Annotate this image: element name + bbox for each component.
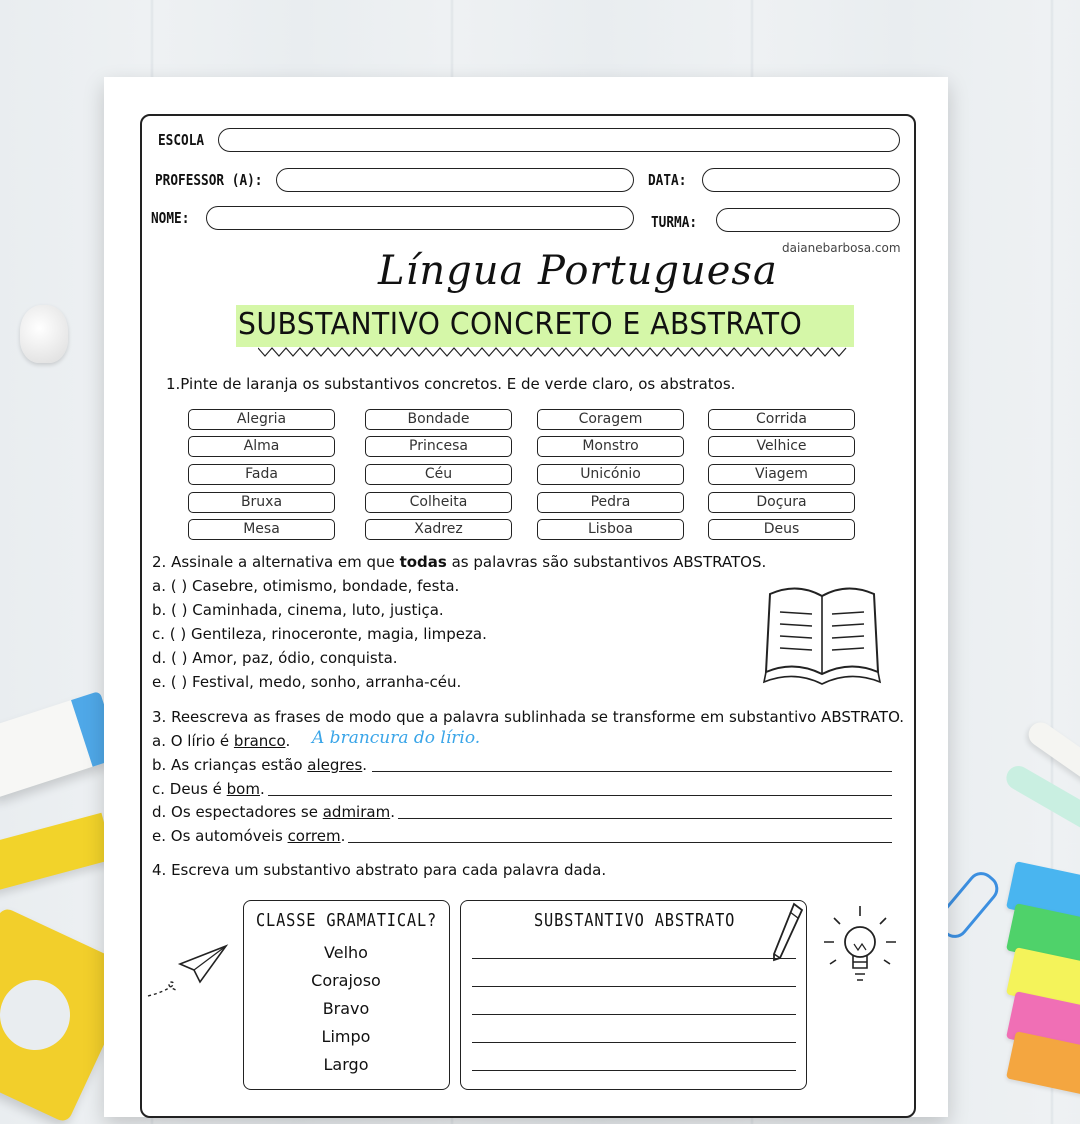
q3-text: . [362, 756, 368, 774]
q1-word-box[interactable]: Bondade [365, 409, 512, 430]
q3-text: e. Os automóveis [152, 827, 288, 845]
q3-underlined-word: bom [226, 780, 260, 798]
q3-text: c. Deus é [152, 780, 227, 798]
data-label: DATA: [648, 171, 687, 189]
nome-label: NOME: [151, 209, 190, 227]
answer-line-q4[interactable] [472, 958, 796, 959]
answer-line-q4[interactable] [472, 1042, 796, 1043]
turma-label: TURMA: [651, 213, 698, 231]
answer-line-d[interactable] [398, 818, 892, 819]
q3-text: b. As crianças estão [152, 756, 308, 774]
q2-prompt [152, 553, 766, 571]
q3-underlined-word: admiram [322, 803, 391, 821]
q3-text: a. O lírio é [152, 732, 234, 750]
answer-line-c[interactable] [268, 795, 892, 796]
q4-word: Velho [324, 943, 368, 962]
q1-word-box[interactable]: Céu [365, 464, 512, 485]
subtitle: SUBSTANTIVO CONCRETO E ABSTRATO [238, 307, 803, 342]
q3-item-a [152, 732, 290, 750]
q3-prompt: 3. Reescreva as frases de modo que a palavra sublinhada se transforme em substantivo ABSTRATO. [152, 708, 905, 726]
q1-word-box[interactable]: Xadrez [365, 519, 512, 540]
lightbulb-icon [820, 902, 900, 992]
q4-word: Limpo [321, 1027, 371, 1046]
q4-prompt: 4. Escreva um substantivo abstrato para cada palavra dada. [152, 861, 607, 879]
answer-line-b[interactable] [372, 771, 892, 772]
page-title: Língua Portuguesa [378, 248, 778, 294]
q1-word-box[interactable]: Alegria [188, 409, 335, 430]
paper-plane-icon [146, 942, 230, 1002]
q2-prompt-text: 2. Assinale a alternativa em que [152, 553, 400, 571]
q1-word-box[interactable]: Fada [188, 464, 335, 485]
q3-item-b [152, 756, 367, 774]
q4-word: Corajoso [311, 971, 381, 990]
q1-word-box[interactable]: Princesa [365, 436, 512, 457]
q4-word: Largo [323, 1055, 369, 1074]
escola-field[interactable] [218, 128, 900, 152]
q2-option-e[interactable]: e. ( ) Festival, medo, sonho, arranha-céu. [152, 673, 462, 691]
q1-word-box[interactable]: Corrida [708, 409, 855, 430]
name-field[interactable] [206, 206, 634, 230]
answer-line-q4[interactable] [472, 986, 796, 987]
q2-option-d[interactable]: d. ( ) Amor, paz, ódio, conquista. [152, 649, 398, 667]
q3-answer-a: A brancura do lírio. [312, 728, 481, 748]
q1-word-box[interactable]: Pedra [537, 492, 684, 513]
q3-item-d [152, 803, 395, 821]
answer-line-q4[interactable] [472, 1014, 796, 1015]
yellow-pencil-prop [0, 813, 114, 896]
q3-item-e [152, 827, 345, 845]
q3-item-c [152, 780, 265, 798]
q1-word-box[interactable]: Velhice [708, 436, 855, 457]
eraser-prop [0, 695, 108, 799]
q3-underlined-word: correm [287, 827, 341, 845]
q3-text: . [259, 780, 265, 798]
class-field[interactable] [716, 208, 900, 232]
pencil-icon [766, 900, 806, 964]
shell-prop [20, 305, 68, 363]
chalk-prop [1002, 762, 1080, 843]
zigzag-divider [258, 346, 848, 358]
q1-word-box[interactable]: Alma [188, 436, 335, 457]
q2-prompt-bold: todas [399, 553, 447, 571]
q3-text: . [285, 732, 291, 750]
answer-line-e[interactable] [348, 842, 892, 843]
professor-label: PROFESSOR (A): [155, 171, 263, 189]
q4-word: Bravo [322, 999, 370, 1018]
q1-prompt: 1.Pinte de laranja os substantivos concretos. E de verde claro, os abstratos. [166, 375, 736, 393]
site-credit: daianebarbosa.com [782, 241, 901, 255]
q2-prompt-text: as palavras são substantivos ABSTRATOS. [446, 553, 767, 571]
answer-line-q4[interactable] [472, 1070, 796, 1071]
q1-word-box[interactable]: Deus [708, 519, 855, 540]
q3-text: . [390, 803, 395, 821]
q1-word-box[interactable]: Monstro [537, 436, 684, 457]
open-book-icon [762, 574, 884, 690]
professor-field[interactable] [276, 168, 634, 192]
q1-word-box[interactable]: Coragem [537, 409, 684, 430]
q1-word-box[interactable]: Doçura [708, 492, 855, 513]
q1-word-box[interactable]: Viagem [708, 464, 855, 485]
date-field[interactable] [702, 168, 900, 192]
col2-header: SUBSTANTIVO ABSTRATO [534, 910, 736, 931]
q1-word-box[interactable]: Colheita [365, 492, 512, 513]
q3-underlined-word: alegres [307, 756, 363, 774]
q1-word-box[interactable]: Lisboa [537, 519, 684, 540]
q1-word-box[interactable]: Mesa [188, 519, 335, 540]
q1-word-box[interactable]: Unicónio [537, 464, 684, 485]
q3-text: . [340, 827, 346, 845]
q3-underlined-word: branco [233, 732, 286, 750]
q2-option-a[interactable]: a. ( ) Casebre, otimismo, bondade, festa. [152, 577, 460, 595]
escola-label: ESCOLA [158, 131, 205, 149]
q2-option-c[interactable]: c. ( ) Gentileza, rinoceronte, magia, limpeza. [152, 625, 487, 643]
q1-word-box[interactable]: Bruxa [188, 492, 335, 513]
col1-header: CLASSE GRAMATICAL? [256, 910, 438, 931]
q3-text: d. Os espectadores se [152, 803, 323, 821]
q2-option-b[interactable]: b. ( ) Caminhada, cinema, luto, justiça. [152, 601, 444, 619]
